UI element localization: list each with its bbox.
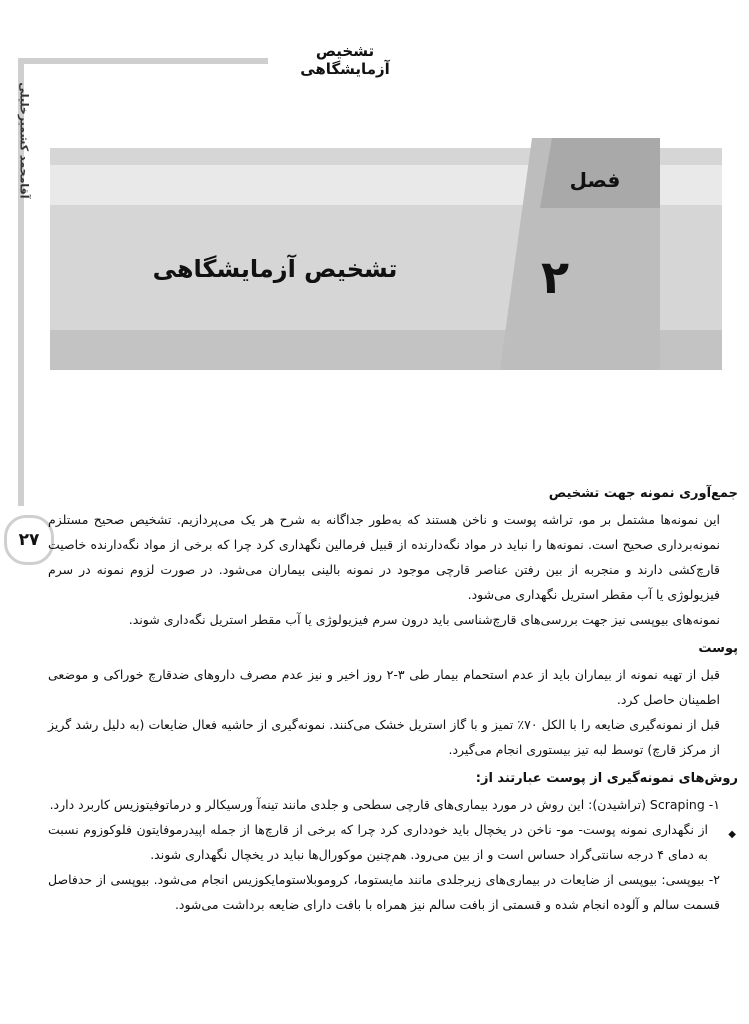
paragraph: قبل از تهیه نمونه از بیماران باید از عدم استحمام بیمار طی ۳-۲ روز اخیر و نیز عدم مصرف داروهای ضدقارچ خوراکی و موضعی اطمینان حاصل کرد.: [48, 667, 720, 707]
paragraph: قبل از نمونه‌گیری ضایعه را با الکل ۷۰٪ تمیز و با گاز استریل خشک می‌کنند. نمونه‌گیری از حاشیه فعال ضایعات (به دلیل رشد گریز از مرکز قارچ) توسط لبه تیز بیستوری انجام می‌گیرد.: [48, 717, 720, 757]
chapter-number: ۲: [540, 250, 570, 304]
section-heading: پوست: [698, 641, 738, 656]
running-title: تشخیص آزمایشگاهی: [300, 42, 390, 78]
chapter-label: فصل: [569, 168, 621, 192]
paragraph: نمونه‌های بیوپسی نیز جهت بررسی‌های قارچ‌شناسی باید درون سرم فیزیولوژی یا آب مقطر استریل نگه‌داری شوند.: [128, 612, 720, 627]
section-heading: روش‌های نمونه‌گیری از پوست عبارتند از:: [475, 771, 738, 786]
page-number: ۲۷: [4, 515, 54, 565]
body-text: [48, 481, 738, 917]
note-item: [48, 817, 738, 867]
section-heading: جمع‌آوری نمونه جهت تشخیص: [548, 486, 738, 501]
note-text: از نگهداری نمونه پوست- مو- ناخن در یخچال باید خودداری کرد چرا که برخی از قارچ‌ها از جمله اپیدرموفایتون فلوکوزوم نسبت به دمای ۴ درجه سانتی‌گراد حساس است و از بین می‌رود. هم‌چنین موکورال‌ها نباید در یخچال نگهداری شوند.: [48, 822, 708, 862]
paragraph: این نمونه‌ها مشتمل بر مو، تراشه پوست و ناخن هستند که به‌طور جداگانه به شرح هر یک می‌پردازیم. تشخیص صحیح مستلزم نمونه‌برداری صحیح است. نمونه‌ها را نباید در مواد نگه‌دارنده از قبیل فرمالین نگهداری کرد چرا که برخی از مواد نگه‌دارنده خاصیت قارچ‌کشی دارند و منجربه از بین رفتن عناصر قارچی موجود در نمونه بالینی بیماران می‌شود. در صورت لزوم نمونه در سرم فیزیولوژی یا آب مقطر استریل نگهداری می‌شود.: [48, 512, 720, 602]
list-item: ۲- بیوپسی: بیوپسی از ضایعات در بیماری‌های زیرجلدی مانند مایستوما، کروموبلاستومایکوزیس انجام می‌شود. بیوپسی از حدفاصل قسمت سالم و آلوده انجام شده و قسمتی از بافت سالم نیز همراه با بافت دارای ضایعه برداشت می‌شود.: [48, 872, 720, 912]
chapter-title: تشخیص آزمایشگاهی: [152, 255, 398, 283]
side-author: آقامحمد کشمیرخلیلی: [17, 82, 31, 199]
bullet-icon: ◆: [728, 829, 736, 840]
margin-rail-horizontal: [18, 58, 268, 64]
list-item: ۱- Scraping (تراشیدن): این روش در مورد بیماری‌های قارچی سطحی و جلدی مانند تینه‌آ ورسیکالر و درماتوفیتوزیس کاربرد دارد.: [49, 797, 720, 812]
